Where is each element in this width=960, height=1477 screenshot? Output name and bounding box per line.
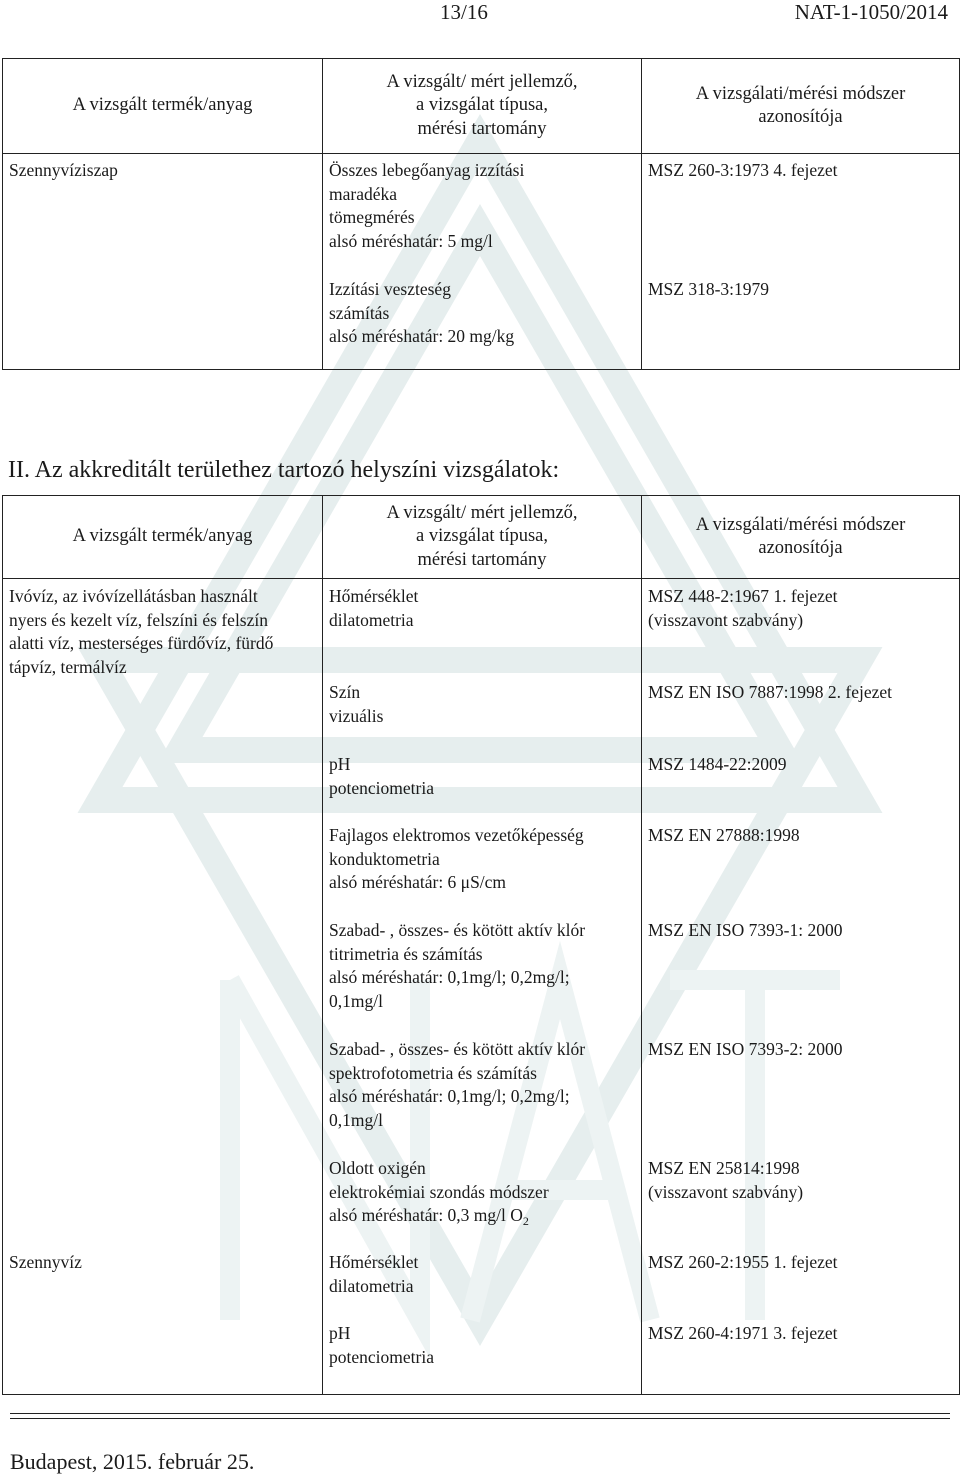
method-item xyxy=(642,1157,959,1204)
parameter-line: Szín xyxy=(329,682,361,702)
column-header-method-text: A vizsgálati/mérési módszer azonosítója xyxy=(695,83,906,127)
parameter-line: titrimetria és számítás xyxy=(329,943,483,964)
column-header-parameter xyxy=(323,496,642,579)
parameter-line xyxy=(329,1204,635,1228)
parameter-item xyxy=(323,1157,641,1228)
parameter-line: 0,1mg/l xyxy=(329,990,383,1011)
parameter-cell xyxy=(323,154,642,370)
parameter-item xyxy=(323,919,641,1013)
method-cell xyxy=(642,579,960,1395)
method-line: MSZ EN 25814:1998 xyxy=(648,1158,800,1178)
product-name: Szennyvíz xyxy=(9,1252,82,1272)
parameter-line: Hőmérséklet xyxy=(329,1252,419,1272)
method-item: MSZ EN ISO 7393-2: 2000 xyxy=(648,1039,843,1059)
method-line: (visszavont szabvány) xyxy=(648,1181,804,1202)
parameter-item xyxy=(323,681,641,728)
product-cell xyxy=(3,579,323,1395)
parameter-line: vizuális xyxy=(329,705,384,726)
parameter-item xyxy=(323,753,641,800)
parameter-line: konduktometria xyxy=(329,848,440,869)
parameter-item xyxy=(323,824,641,895)
parameter-line: pH xyxy=(329,754,351,774)
parameter-line: potenciometria xyxy=(329,1346,434,1367)
method-item: MSZ 1484-22:2009 xyxy=(648,754,787,774)
parameter-item xyxy=(323,278,641,349)
parameter-line: Szabad- , összes- és kötött aktív klór xyxy=(329,920,586,940)
column-header-parameter-text: A vizsgált/ mért jellemző, a vizsgálat típusa, mérési tartomány xyxy=(386,502,578,570)
product-cell xyxy=(3,154,323,370)
method-item: MSZ EN ISO 7887:1998 2. fejezet xyxy=(648,682,892,702)
method-item: MSZ EN ISO 7393-1: 2000 xyxy=(648,920,843,940)
parameter-item xyxy=(323,1038,641,1132)
parameter-line: alsó méréshatár: 6 μS/cm xyxy=(329,872,507,892)
parameter-line: 0,1mg/l xyxy=(329,1109,383,1130)
parameter-line: Hőmérséklet xyxy=(329,586,419,606)
parameter-line: Izzítási veszteség xyxy=(329,279,451,299)
column-header-method-text: A vizsgálati/mérési módszer azonosítója xyxy=(695,514,906,558)
parameter-line: potenciometria xyxy=(329,777,434,798)
parameter-line: számítás xyxy=(329,302,390,323)
method-line: MSZ 448-2:1967 1. fejezet xyxy=(648,586,838,606)
method-item: MSZ 260-4:1971 3. fejezet xyxy=(648,1323,838,1343)
parameter-line: Oldott oxigén xyxy=(329,1158,426,1178)
parameter-line: elektrokémiai szondás módszer xyxy=(329,1181,549,1202)
parameter-line: alsó méréshatár: 0,1mg/l; 0,2mg/l; xyxy=(329,1086,570,1106)
column-header-method xyxy=(642,59,960,154)
product-line: nyers és kezelt víz, felszíni és felszín xyxy=(9,609,268,630)
parameter-line: pH xyxy=(329,1323,351,1343)
parameter-item xyxy=(323,159,641,253)
column-header-product-text: A vizsgált termék/anyag xyxy=(72,526,253,547)
method-item xyxy=(642,585,959,632)
footer-date: Budapest, 2015. február 25. xyxy=(10,1449,255,1474)
parameter-line: spektrofotometria és számítás xyxy=(329,1062,537,1083)
column-header-method xyxy=(642,496,960,579)
parameter-line: Fajlagos elektromos vezetőképesség xyxy=(329,825,584,845)
column-header-product xyxy=(3,59,323,154)
parameter-line: tömegmérés xyxy=(329,207,415,227)
column-header-product-text: A vizsgált termék/anyag xyxy=(72,95,253,116)
method-item: MSZ 260-3:1973 4. fejezet xyxy=(648,160,838,180)
footer-divider xyxy=(10,1418,950,1419)
product-line: Ivóvíz, az ivóvízellátásban használt xyxy=(9,586,258,606)
document-id: NAT-1-1050/2014 xyxy=(794,0,948,24)
parameter-item xyxy=(323,1322,641,1369)
column-header-parameter-text: A vizsgált/ mért jellemző, a vizsgálat típusa, mérési tartomány xyxy=(386,71,578,139)
parameter-line: maradéka xyxy=(329,183,398,204)
method-item: MSZ EN 27888:1998 xyxy=(648,825,800,845)
method-cell xyxy=(642,154,960,370)
column-header-parameter xyxy=(323,59,642,154)
product-line: alatti víz, mesterséges fürdővíz, fürdő xyxy=(9,633,274,653)
parameter-line: dilatometria xyxy=(329,609,414,630)
parameter-line: alsó méréshatár: 20 mg/kg xyxy=(329,326,515,346)
parameter-line: alsó méréshatár: 0,1mg/l; 0,2mg/l; xyxy=(329,967,570,987)
footer-divider xyxy=(10,1413,950,1414)
parameter-line: Összes lebegőanyag izzítási xyxy=(329,160,525,180)
parameter-item xyxy=(323,585,641,632)
parameter-item xyxy=(323,1251,641,1298)
parameter-text: alsó méréshatár: 0,3 mg/l O xyxy=(329,1205,523,1225)
method-item: MSZ 318-3:1979 xyxy=(648,279,770,299)
column-header-product xyxy=(3,496,323,579)
parameter-cell xyxy=(323,579,642,1395)
product-line: tápvíz, termálvíz xyxy=(9,656,127,677)
page-number: 13/16 xyxy=(440,0,488,24)
product-name: Szennyvíziszap xyxy=(9,160,118,180)
parameter-line: alsó méréshatár: 5 mg/l xyxy=(329,230,493,251)
section-title: II. Az akkreditált területhez tartozó helyszíni vizsgálatok: xyxy=(8,457,560,483)
parameter-line: dilatometria xyxy=(329,1275,414,1296)
results-table-1 xyxy=(2,58,960,370)
parameter-line: Szabad- , összes- és kötött aktív klór xyxy=(329,1039,586,1059)
product-name xyxy=(3,585,322,679)
subscript: 2 xyxy=(522,1214,529,1228)
results-table-2 xyxy=(2,495,960,1395)
method-item: MSZ 260-2:1955 1. fejezet xyxy=(648,1252,838,1272)
method-line: (visszavont szabvány) xyxy=(648,609,804,630)
